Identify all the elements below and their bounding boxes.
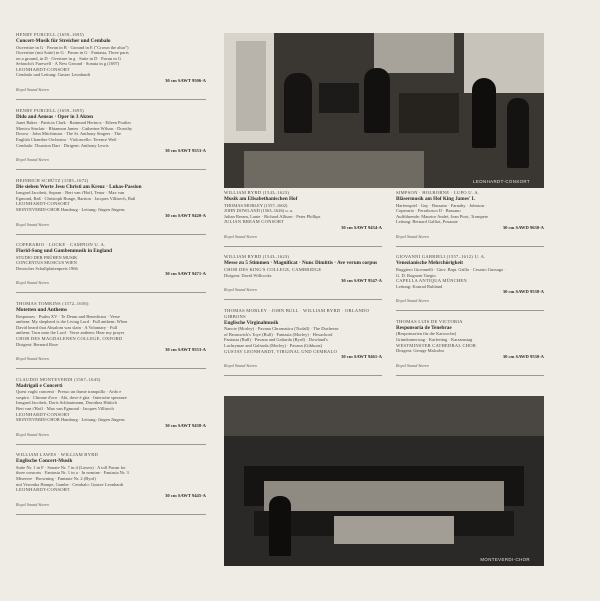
order-number: 30 cm SAWD 9630-A — [502, 224, 544, 230]
album-title: Venezianische Mehrchörigkeit — [396, 260, 463, 267]
order-number: 30 cm SAWD 9538-A — [502, 289, 544, 295]
left-entry — [16, 242, 206, 293]
track-list-line: Julian Bream, Laute · Richard Allison · Peter Phillips — [224, 213, 321, 219]
record-label: Royal Sound Stereo — [16, 356, 49, 362]
track-list-line: Monica Sinclair · Rhiannon James · Catherine Wilson · Dorothy — [16, 125, 133, 131]
composer-heading: HEINRICH SCHÜTZ (1585–1672) — [16, 177, 89, 183]
album-title: Englische Concert-Musik — [16, 458, 73, 465]
right-entry — [396, 319, 544, 375]
track-list-line: Gründonnerstag · Karfreitag · Karsamstag — [396, 337, 473, 343]
track-list-line: Fantasia (Bull) · Pavana and Galiarda (Byrd) · Dowland's — [224, 337, 328, 343]
track-list-line: on a ground, in D · Overture in g · Suite in D · Pavan in G — [16, 55, 122, 61]
left-entry — [16, 452, 206, 514]
entry-footer — [16, 423, 206, 441]
photo-leonhardt-consort — [224, 33, 544, 188]
performer: LEONHARDT-CONSORT — [16, 487, 70, 493]
track-list-line: Dorow · John Mitchinson · The St. Anthony Singers · The — [16, 131, 121, 137]
album-title: Florid-Song und Gambenmusik in England — [16, 248, 113, 255]
left-entry — [16, 301, 206, 369]
composer-heading: THOMAS TOMKINS (1572–1656) — [16, 301, 89, 307]
track-list-line: Egmond, Baß · Christoph Runge, Bariton · Jacques Villisech, Baß — [16, 195, 136, 201]
performer-detail: MONTEVERDI-CHOR Hamburg · Leitung: Jürgen Jürgens — [16, 207, 125, 212]
right-entry — [396, 254, 544, 310]
track-list-line: Coperario · Ferrabosco II · Bassano — [396, 208, 461, 214]
album-title: Motetten und Anthems — [16, 307, 68, 314]
composer-heading: CLAUDIO MONTEVERDI (1567–1643) — [16, 376, 101, 382]
track-list-line: JOHN DOWLAND (1563–1626) u. a. — [224, 208, 293, 214]
composer-heading: HENRY PURCELL (1659–1695) — [16, 107, 84, 113]
record-label: Royal Sound Stereo — [224, 287, 257, 293]
middle-entry — [224, 254, 382, 299]
divider — [16, 292, 206, 293]
divider — [16, 99, 206, 100]
track-list-line: Sefauchi's Farewell · A New Ground · Sonata in g (1697) — [16, 61, 120, 67]
entry-footer — [16, 213, 206, 231]
order-number: 30 cm SAWT 9553-A — [165, 148, 206, 154]
track-list-line: STUDIO DER FRÜHEN MUSIK — [16, 254, 78, 260]
performer: LEONHARDT-CONSORT — [16, 201, 70, 207]
divider — [16, 234, 206, 235]
photo-caption-bottom: MONTEVERDI-CHOR — [480, 557, 530, 562]
track-list-line: CONCENTUS MUSICUS WIEN — [16, 260, 77, 266]
middle-entry — [224, 190, 382, 246]
photo-monteverdi-chor — [224, 396, 544, 566]
composer-heading: HENRY PURCELL (1659–1695) — [16, 32, 84, 37]
performer: GUSTAV LEONHARDT, VIRGINAL UND CEMBALO — [224, 348, 338, 354]
album-title: Bläsermusik am Hof King James' I. — [396, 196, 475, 202]
record-label: Royal Sound Stereo — [16, 221, 49, 227]
divider — [396, 375, 544, 376]
record-label: Royal Sound Stereo — [16, 431, 49, 437]
album-title: Dido and Aeneas · Oper in 3 Akten — [16, 113, 94, 120]
track-list-line: Cembalo: Thurston Dart · Dirigent: Anthony Lewis — [16, 142, 109, 148]
composer-heading: WILLIAM LAWES · WILLIAM BYRD — [16, 452, 99, 458]
track-list-line: English Chamber Orchestra · Violoncello: Terence Weil · — [16, 136, 120, 142]
divider — [396, 310, 544, 311]
track-list-line: three consorts · Fantasia Nr. 1 in a · In nomine · Fantasia Nr. 3 — [16, 470, 129, 476]
divider — [224, 246, 382, 247]
performer-detail: Dirigent: George Malcolm — [396, 348, 444, 354]
entry-footer — [396, 225, 544, 243]
track-list-line: David heard that Absalom was slain · A Voluntary · Full — [16, 324, 118, 330]
album-title: Responsoria de Tenebrae — [396, 324, 452, 331]
track-list-line: Ruggiero Giovanelli · Giov. Bapt. Grillo · Cesario Gussago · — [396, 266, 506, 272]
performer-detail: MONTEVERDI-CHOR Hamburg · Leitung: Jürgen Jürgens — [16, 417, 125, 423]
track-list-line: Deutscher Schallplattenpreis 1966 — [16, 265, 78, 271]
performer: CHOR DES KING'S COLLEGE, CAMBRIDGE — [224, 266, 322, 272]
middle-column — [224, 190, 382, 384]
composer-heading: THOMAS MORLEY · JOHN BULL · WILLIAM BYRD · ORLANDO GIBBONS — [224, 307, 370, 319]
track-list-line: Leitung: Bernard Galliot, Posaune — [396, 219, 458, 225]
track-list-line: Nancie (Morley) · Pavana Chromatica (Tisdall) · The Duchesse — [224, 326, 339, 332]
track-list-line: G. D. Rognoni Taegio — [396, 272, 436, 278]
composer-heading: SIMPSON · HOLBORNE · LUPO U. A. — [396, 190, 480, 195]
performer: LEONHARDT-CONSORT — [16, 411, 70, 417]
entry-footer — [396, 289, 544, 307]
entry-footer — [224, 354, 382, 372]
divider — [396, 246, 544, 247]
track-list-line: Lachrymae and Galiarda (Morley) · Pavana (Gibbons) — [224, 343, 322, 349]
track-list-line: sospiro · Chiome d'oro · Ahi, dove è gita · Interrotte speranze — [16, 394, 127, 400]
entry-footer — [224, 278, 382, 296]
track-list-line: anthem: Turn unto the Lord · Verse anthem: Hear my prayer — [16, 330, 125, 336]
composer-heading: WILLIAM BYRD (1543–1623) — [224, 254, 290, 260]
composer-heading: WILLIAM BYRD (1543–1623) — [224, 190, 290, 195]
record-label: Royal Sound Stereo — [396, 233, 429, 239]
track-list-line: Miserere · Browning · Fantasie Nr. 2 (Byrd) — [16, 476, 96, 482]
order-number: 30 cm SAWT 9547-A — [341, 278, 382, 284]
track-list-line: (Responsorien für die Karwoche) — [396, 331, 457, 337]
record-label: Royal Sound Stereo — [16, 280, 49, 286]
order-number: 30 cm SAWT 9471-A — [165, 271, 206, 277]
album-title: Messe zu 5 Stimmen · Magnificat · Nunc Dimittis · Ave verum corpus — [224, 260, 378, 267]
entry-footer — [16, 347, 206, 365]
track-list-line: Responses · Psalm XV · Te Deum and Benedictus · Verse — [16, 313, 120, 319]
order-number: 30 cm SAWT 9506-A — [165, 78, 206, 84]
entry-footer — [16, 271, 206, 289]
entry-footer — [396, 354, 544, 372]
performer: CHOR DES MAGDALENEN COLLEGE, OXFORD — [16, 335, 123, 341]
track-list-line: Bert van t'Hoff · Max van Egmond · Jacques Villisech — [16, 406, 114, 411]
record-label: Royal Sound Stereo — [396, 362, 429, 368]
order-number: 30 cm SAWT 9445-A — [165, 492, 206, 498]
composer-heading: GIOVANNI GABRIELI (1557–1612) U. A. — [396, 254, 486, 260]
divider — [224, 375, 382, 376]
track-list-line: Irmgard Jacobeit, Sopran · Bert van t'Hoff, Tenor · Max van — [16, 190, 125, 196]
left-entry — [16, 377, 206, 445]
album-title: Die sieben Worte Jesu Christi am Kreuz · Lukas-Passion — [16, 183, 142, 190]
order-number: 30 cm SAWT 9420-A — [165, 212, 206, 218]
album-title: Musik am Elisabethanischen Hof — [224, 196, 298, 202]
record-label: Royal Sound Stereo — [224, 363, 257, 369]
record-label: Royal Sound Stereo — [16, 501, 49, 507]
entry-footer — [16, 493, 206, 511]
album-title: Madrigali e Concerti — [16, 382, 63, 389]
track-list-line: Janet Baker · Patricia Clark · Raimund Herincx · Eileen Poulter — [16, 120, 131, 126]
track-list-line: Harfenspiel · Gay · Bassano · Farnaby · Johnson · — [396, 202, 487, 208]
track-list-line: Aufführende: Maurice André, Jean Pirot, Trompete — [396, 213, 489, 219]
left-column — [16, 32, 206, 522]
entry-footer — [16, 148, 206, 166]
performer-detail: Dirigent: Bernard Rose — [16, 341, 58, 347]
right-column — [396, 190, 544, 383]
performer-detail: Leitung: Konrad Ruhland — [396, 283, 443, 289]
left-entry — [16, 108, 206, 170]
track-list-line: anthem: My shepherd is the Living Lord · Full anthem: When — [16, 319, 128, 325]
photo-caption-top: LEONHARDT-CONSORT — [473, 179, 530, 184]
divider — [16, 368, 206, 369]
performer: CAPELLA ANTIQUA MÜNCHEN — [396, 278, 467, 284]
track-list-line: THOMAS MORLEY (1557–1602) — [224, 202, 288, 208]
right-entry — [396, 190, 544, 246]
track-list-line: of Brunswick's Toye (Bull) · Fantasia (Morley) · Hexachord — [224, 331, 333, 337]
record-label: Royal Sound Stereo — [396, 298, 429, 304]
composer-heading: THOMAS LUIS DE VICTORIA — [396, 318, 463, 324]
divider — [224, 299, 382, 300]
order-number: 30 cm SAWT 9438-A — [165, 422, 206, 428]
composer-heading: COPERARIO · LOCKE · CAMPION U. A. — [16, 242, 106, 248]
divider — [16, 514, 206, 515]
album-title: Concert-Musik für Streicher und Cembalo — [16, 38, 111, 44]
middle-entry — [224, 308, 382, 376]
divider — [16, 169, 206, 170]
record-label: Royal Sound Stereo — [16, 87, 49, 93]
performer-detail: Cembalo und Leitung: Gustav Leonhardt — [16, 72, 90, 78]
order-number: 30 cm SAWD 9530-A — [502, 353, 544, 359]
performer-detail: Dirigent: David Willcocks — [224, 272, 272, 278]
divider — [16, 444, 206, 445]
album-title: Englische Virginalmusik — [224, 319, 279, 326]
entry-footer — [16, 78, 206, 96]
track-list-line: mit Veronika Hampe, Gambe · Cembalo: Gustav Leonhardt — [16, 481, 124, 487]
left-entry — [16, 178, 206, 234]
track-list-line: Suite Nr. 1 in F · Sonate Nr. 7 in d (Lawes) · A toll Pavan for — [16, 464, 126, 470]
track-list-line: Irmgard Jacobeit, Doris Schlautmann, Dorothea Hüttich — [16, 400, 117, 406]
track-list-line: Ouvertüre in G · Pavan in B · Ground in E ("Crown the altar") — [16, 44, 129, 50]
track-list-line: Ouvertüre (mit Suite) in G · Pavan in G · Fantasia, Three parts — [16, 50, 129, 56]
record-label: Royal Sound Stereo — [16, 157, 49, 163]
entry-footer — [224, 225, 382, 243]
order-number: 30 cm SAWT 9461-A — [341, 354, 382, 360]
track-list-line: Quest vaghi concenti · Presso un fiume tranquillo · Ardo e — [16, 389, 122, 395]
left-entry — [16, 32, 206, 100]
order-number: 30 cm SAWT 9434-A — [341, 224, 382, 230]
performer: WESTMINSTER CATHEDRAL CHOR — [396, 342, 477, 348]
performer: JULIAN BREAM CONSORT — [224, 219, 284, 225]
order-number: 30 cm SAWT 9553-A — [165, 347, 206, 353]
record-label: Royal Sound Stereo — [224, 233, 257, 239]
performer: LEONHARDT-CONSORT — [16, 66, 70, 72]
